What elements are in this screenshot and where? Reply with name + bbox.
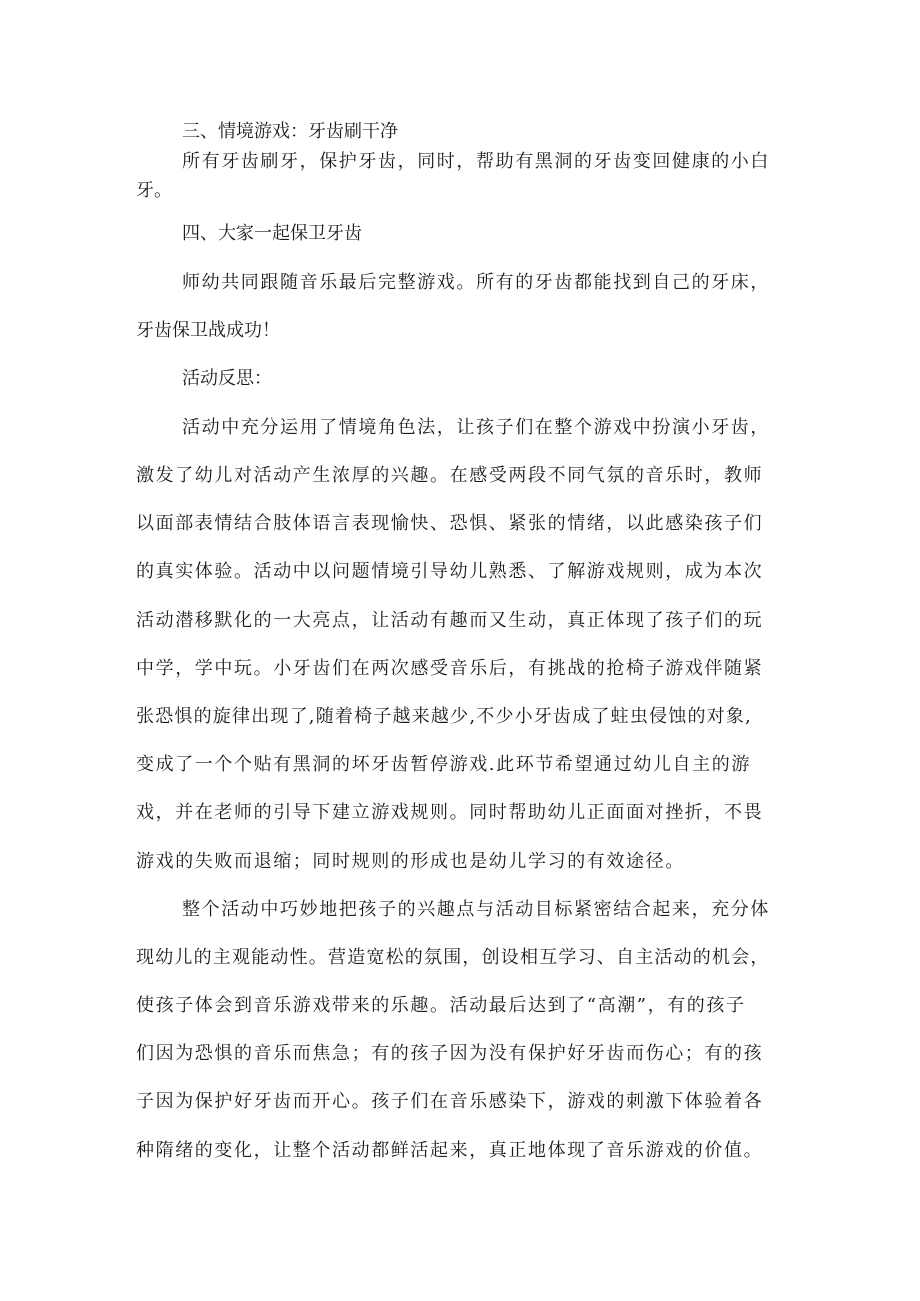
reflection-p1-line: 变成了一个个贴有黑洞的坏牙齿暂停游戏.此环节希望通过幼儿自主的游 bbox=[136, 754, 751, 775]
reflection-p1-line: 以面部表情结合肢体语言表现愉快、恐惧、紧张的情绪，以此感染孩子们 bbox=[136, 513, 764, 534]
section4-body-line2: 牙齿保卫战成功！ bbox=[136, 320, 280, 341]
reflection-p1-line: 激发了幼儿对活动产生浓厚的兴趣。在感受两段不同气氛的音乐时，教师 bbox=[136, 465, 764, 486]
reflection-p1-line: 活动潜移默化的一大亮点，让活动有趣而又生动，真正体现了孩子们的玩 bbox=[136, 610, 764, 631]
reflection-p2-line: 子因为保护好牙齿而开心。孩子们在音乐感染下，游戏的刺激下体验着各 bbox=[136, 1091, 764, 1112]
reflection-p1-line: 中学，学中玩。小牙齿们在两次感受音乐后，有挑战的抢椅子游戏伴随紧 bbox=[136, 658, 764, 679]
reflection-p2-line: 现幼儿的主观能动性。营造宽松的氛围，创设相互学习、自主活动的机会， bbox=[136, 947, 770, 968]
reflection-p2-line: 种隋绪的变化，让整个活动都鲜活起来，真正地体现了音乐游戏的价值。 bbox=[136, 1140, 764, 1161]
reflection-p2-line: 们因为恐惧的音乐而焦急；有的孩子因为没有保护好牙齿而伤心；有的孩 bbox=[136, 1043, 764, 1064]
reflection-p1-line: 张恐惧的旋律出现了,随着椅子越来越少,不少小牙齿成了蛀虫侵蚀的对象, bbox=[136, 706, 752, 727]
section3-body-line1: 所有牙齿刷牙，保护牙齿，同时，帮助有黑洞的牙齿变回健康的小白 bbox=[182, 151, 770, 172]
section3-body-line2: 牙。 bbox=[136, 180, 172, 201]
reflection-p1-line: 活动中充分运用了情境角色法，让孩子们在整个游戏中扮演小牙齿， bbox=[182, 417, 770, 438]
reflection-heading: 活动反思： bbox=[182, 368, 272, 389]
section4-body-line1: 师幼共同跟随音乐最后完整游戏。所有的牙齿都能找到自己的牙床， bbox=[182, 272, 770, 293]
reflection-p1-line: 游戏的失败而退缩；同时规则的形成也是幼儿学习的有效途径。 bbox=[136, 851, 685, 872]
section4-heading: 四、大家一起保卫牙齿 bbox=[182, 223, 362, 244]
reflection-p1-line: 戏，并在老师的引导下建立游戏规则。同时帮助幼儿正面面对挫折，不畏 bbox=[136, 802, 764, 823]
reflection-p1-line: 的真实体验。活动中以问题情境引导幼儿熟悉、了解游戏规则，成为本次 bbox=[136, 561, 764, 582]
reflection-p2-line: 使孩子体会到音乐游戏带来的乐趣。活动最后达到了“高潮”，有的孩子 bbox=[136, 995, 746, 1016]
section3-heading: 三、情境游戏：牙齿刷干净 bbox=[182, 121, 398, 142]
reflection-p2-line: 整个活动中巧妙地把孩子的兴趣点与活动目标紧密结合起来，充分体 bbox=[182, 899, 770, 920]
